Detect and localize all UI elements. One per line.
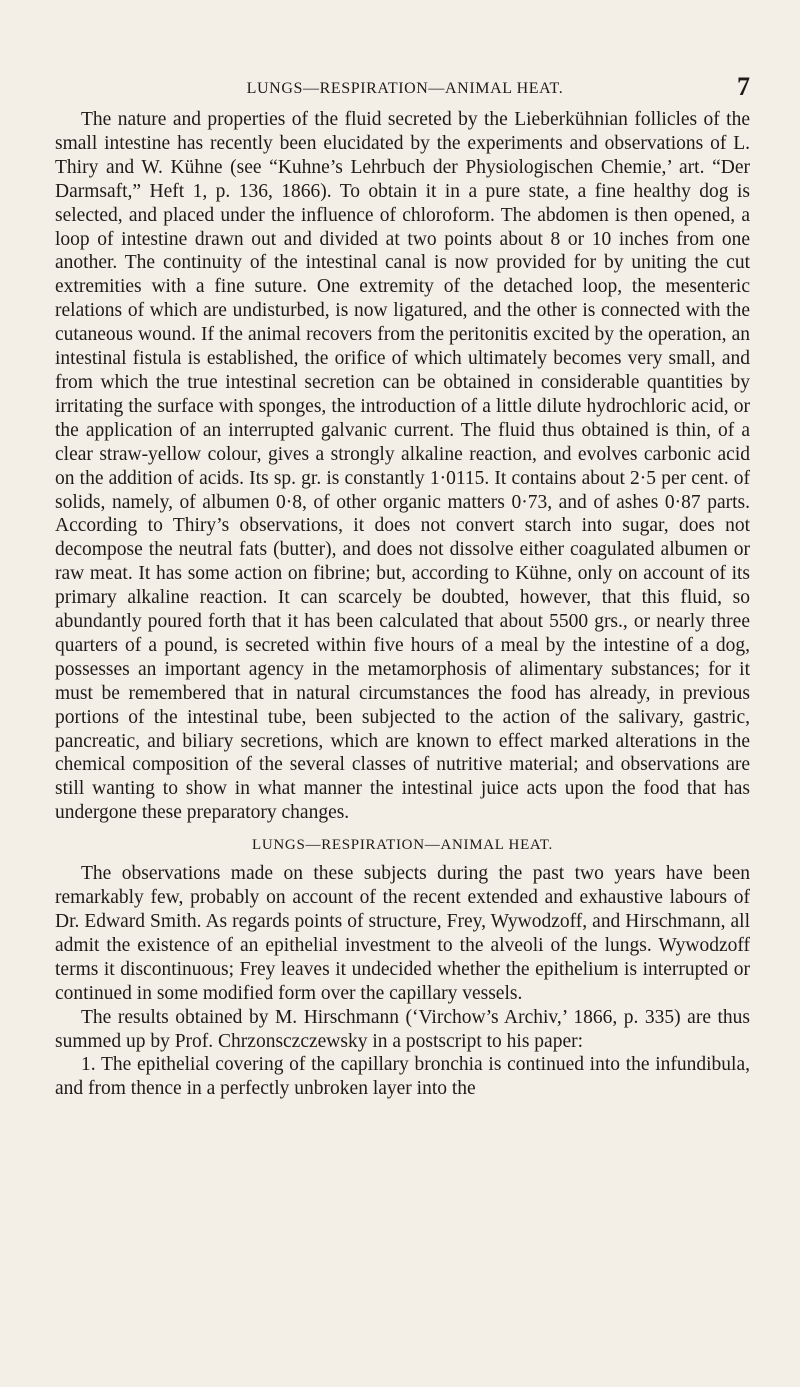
paragraph-hirschmann-results: The results obtained by M. Hirschmann (‘Virchow’s Archiv,’ 1866, p. 335) are thus summed up by Prof. Chrzonsczczewsky in a postscript to his paper:: [55, 1006, 750, 1052]
section-heading: LUNGS—RESPIRATION—ANIMAL HEAT.: [252, 837, 553, 854]
running-title: LUNGS—RESPIRATION—ANIMAL HEAT.: [246, 80, 564, 97]
paragraph-observations: The observations made on these subjects during the past two years have been remarkably few, probably on account of the recent extended and exhaustive labours of Dr. Edward Smith. As regards points of structure, Frey, Wywodzoff, and Hirschmann, all admit the existence of an epithelial investment to the alveoli of the lungs. Wywodzoff terms it discontinuous; Frey leaves it undecided whether the epithelium is interrupted or continued in some modified form over the capillary vessels.: [55, 863, 750, 1004]
body-text: [55, 108, 750, 1101]
page-number: 7: [737, 72, 750, 101]
list-item-epithelial-covering: 1. The epithelial covering of the capillary bronchia is continued into the infundibula, and from thence in a perfectly unbroken layer into the: [55, 1054, 750, 1100]
running-head: [60, 72, 750, 106]
paragraph-intestinal-juice: The nature and properties of the fluid secreted by the Lieberkühnian follicles of the small intestine has recently been elucidated by the experiments and observations of L. Thiry and W. Kühne (see “Kuhne’s Lehrbuch der Physiologischen Chemie,’ art. “Der Darmsaft,” Heft 1, p. 136, 1866). To obtain it in a pure state, a fine healthy dog is selected, and placed under the influence of chloroform. The abdomen is then opened, a loop of intestine drawn out and divided at two points about 8 or 10 inches from one another. The continuity of the intestinal canal is now provided for by uniting the cut extremities with a fine suture. One extremity of the detached loop, the mesenteric relations of which are undisturbed, is now ligatured, and the other is connected with the cutaneous wound. If the animal recovers from the peritonitis excited by the operation, an intestinal fistula is established, the orifice of which ultimately becomes very small, and from which the true intestinal secretion can be obtained in considerable quantities by irritating the surface with sponges, the introduction of a little dilute hydrochloric acid, or the application of an interrupted galvanic current. The fluid thus obtained is thin, of a clear straw-yellow colour, gives a strongly alkaline reaction, and evolves carbonic acid on the addition of acids. Its sp. gr. is constantly 1·0115. It contains about 2·5 per cent. of solids, namely, of albumen 0·8, of other organic matters 0·73, and of ashes 0·87 parts. According to Thiry’s observations, it does not convert starch into sugar, does not decompose the neutral fats (butter), and does not dissolve either coagulated albumen or raw meat. It has some action on fibrine; but, according to Kühne, only on account of its primary alkaline reaction. It can scarcely be doubted, however, that this fluid, so abundantly poured forth that it has been calculated that about 5500 grs., or nearly three quarters of a pound, is secreted within five hours of a meal by the intestine of a dog, possesses an important agency in the metamorphosis of alimentary substances; for it must be remembered that in natural circumstances the food has already, in previous portions of the intestinal tube, been subjected to the action of the salivary, gastric, pancreatic, and biliary secretions, which are known to effect marked alterations in the chemical composition of the several classes of nutritive material; and observations are still wanting to show in what manner the intestinal juice acts upon the food that has undergone these preparatory changes.: [55, 109, 750, 824]
